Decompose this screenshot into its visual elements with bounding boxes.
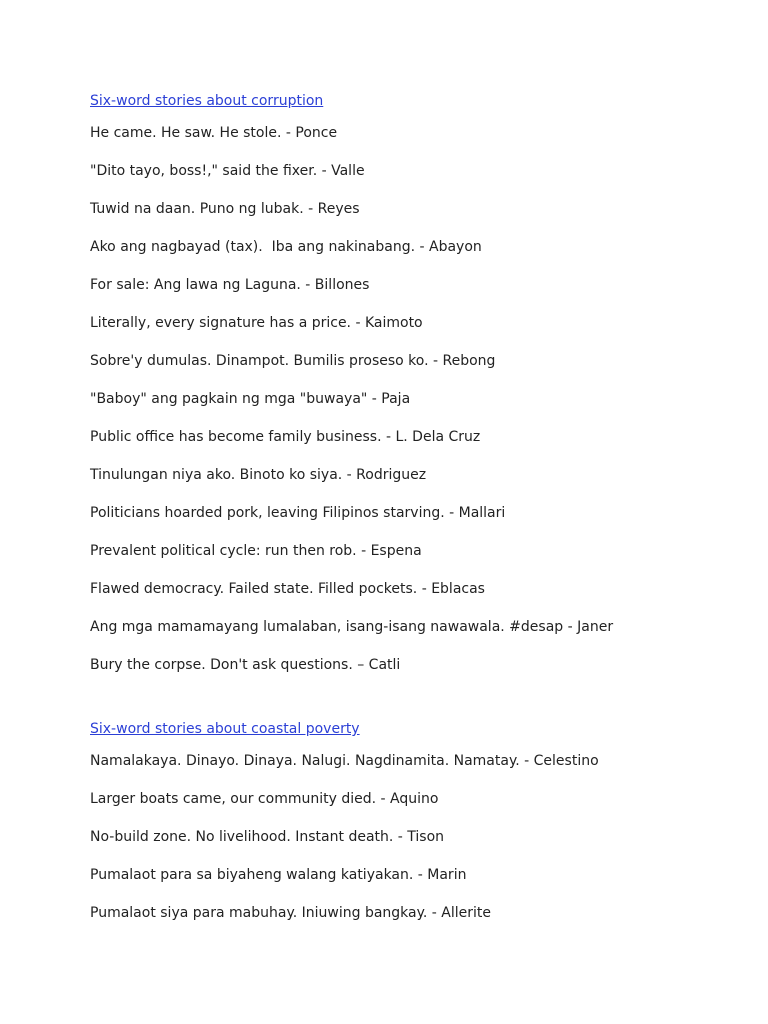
story-line: Tinulungan niya ako. Binoto ko siya. - Rodriguez bbox=[90, 467, 427, 483]
story-line: For sale: Ang lawa ng Laguna. - Billones bbox=[90, 277, 370, 293]
section-coastal-poverty bbox=[90, 718, 750, 941]
section-corruption bbox=[90, 90, 750, 693]
story-line: Prevalent political cycle: run then rob. - Espena bbox=[90, 543, 422, 559]
story-line: Larger boats came, our community died. - Aquino bbox=[90, 791, 439, 807]
story-line: Public office has become family business. - L. Dela Cruz bbox=[90, 429, 481, 445]
story-line: Literally, every signature has a price. - Kaimoto bbox=[90, 315, 423, 331]
story-line: Tuwid na daan. Puno ng lubak. - Reyes bbox=[90, 201, 360, 217]
story-list bbox=[90, 751, 750, 923]
section-heading-link[interactable]: Six-word stories about coastal poverty bbox=[90, 721, 360, 737]
story-line: No-build zone. No livelihood. Instant death. - Tison bbox=[90, 829, 445, 845]
story-list bbox=[90, 123, 750, 675]
story-line: "Baboy" ang pagkain ng mga "buwaya" - Paja bbox=[90, 391, 411, 407]
story-line: Namalakaya. Dinayo. Dinaya. Nalugi. Nagdinamita. Namatay. - Celestino bbox=[90, 753, 599, 769]
story-line: Flawed democracy. Failed state. Filled pockets. - Eblacas bbox=[90, 581, 485, 597]
story-line: Pumalaot para sa biyaheng walang katiyakan. - Marin bbox=[90, 867, 467, 883]
story-line: He came. He saw. He stole. - Ponce bbox=[90, 125, 338, 141]
story-line: Bury the corpse. Don't ask questions. – Catli bbox=[90, 657, 401, 673]
story-line: Sobre'y dumulas. Dinampot. Bumilis proseso ko. - Rebong bbox=[90, 353, 496, 369]
story-line: Politicians hoarded pork, leaving Filipinos starving. - Mallari bbox=[90, 505, 506, 521]
story-line: Ang mga mamamayang lumalaban, isang-isang nawawala. #desap - Janer bbox=[90, 619, 614, 635]
section-heading-link[interactable]: Six-word stories about corruption bbox=[90, 93, 324, 109]
story-line: Pumalaot siya para mabuhay. Iniuwing bangkay. - Allerite bbox=[90, 905, 492, 921]
story-line: "Dito tayo, boss!," said the fixer. - Valle bbox=[90, 163, 365, 179]
story-line: Ako ang nagbayad (tax). Iba ang nakinabang. - Abayon bbox=[90, 239, 482, 255]
